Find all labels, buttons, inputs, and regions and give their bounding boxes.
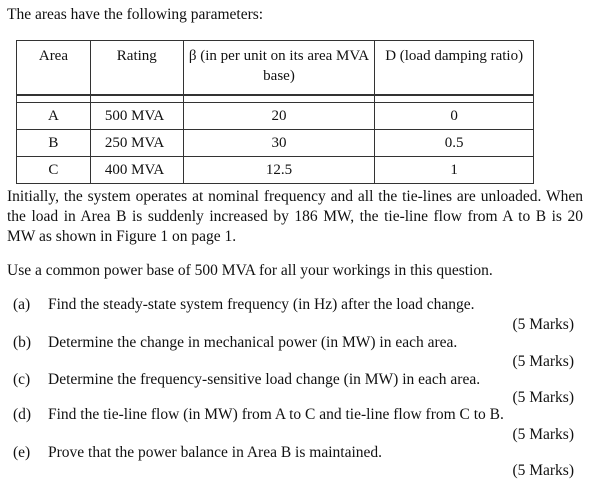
- cell-d: 1: [375, 157, 534, 184]
- marks-label: (5 Marks): [512, 316, 574, 333]
- cell-beta: 30: [183, 130, 375, 157]
- question-label: (b): [13, 334, 32, 351]
- question-text: Determine the frequency-sensitive load change (in MW) in each area.: [48, 371, 481, 388]
- base-instruction: Use a common power base of 500 MVA for all your workings in this question.: [7, 262, 493, 279]
- header-d: D (load damping ratio): [375, 41, 534, 96]
- cell-beta: 12.5: [183, 157, 375, 184]
- cell-rating: 400 MVA: [90, 157, 183, 184]
- table-row: [17, 130, 534, 157]
- table-row: [17, 103, 534, 130]
- cell-beta: 20: [183, 103, 375, 130]
- question-label: (d): [13, 406, 32, 423]
- cell-area: B: [17, 130, 91, 157]
- header-beta: β (in per unit on its area MVA base): [183, 41, 375, 96]
- cell-d: 0: [375, 103, 534, 130]
- question-text: Find the tie-line flow (in MW) from A to C and tie-line flow from C to B.: [48, 406, 504, 423]
- table-row: [17, 157, 534, 184]
- intro-text: The areas have the following parameters:: [7, 6, 264, 23]
- question-text: Determine the change in mechanical power (in MW) in each area.: [48, 334, 458, 351]
- cell-area: C: [17, 157, 91, 184]
- cell-rating: 500 MVA: [90, 103, 183, 130]
- marks-label: (5 Marks): [512, 462, 574, 479]
- question-label: (e): [13, 444, 31, 461]
- header-rating: Rating: [90, 41, 183, 96]
- scenario-paragraph: Initially, the system operates at nominal frequency and all the tie-lines are unloaded. When the load in Area B is suddenly increased by 186 MW, the tie-line flow from A to B is 20 MW as shown in Figure 1 on page 1.: [7, 188, 583, 245]
- cell-d: 0.5: [375, 130, 534, 157]
- question-text: Prove that the power balance in Area B is maintained.: [48, 444, 383, 461]
- marks-label: (5 Marks): [512, 389, 574, 406]
- question-label: (a): [13, 296, 31, 313]
- marks-label: (5 Marks): [512, 426, 574, 443]
- question-text: Find the steady-state system frequency (in Hz) after the load change.: [48, 296, 475, 313]
- parameters-table: [16, 40, 534, 184]
- cell-rating: 250 MVA: [90, 130, 183, 157]
- cell-area: A: [17, 103, 91, 130]
- marks-label: (5 Marks): [512, 353, 574, 370]
- question-label: (c): [13, 371, 31, 388]
- header-area: Area: [17, 41, 91, 96]
